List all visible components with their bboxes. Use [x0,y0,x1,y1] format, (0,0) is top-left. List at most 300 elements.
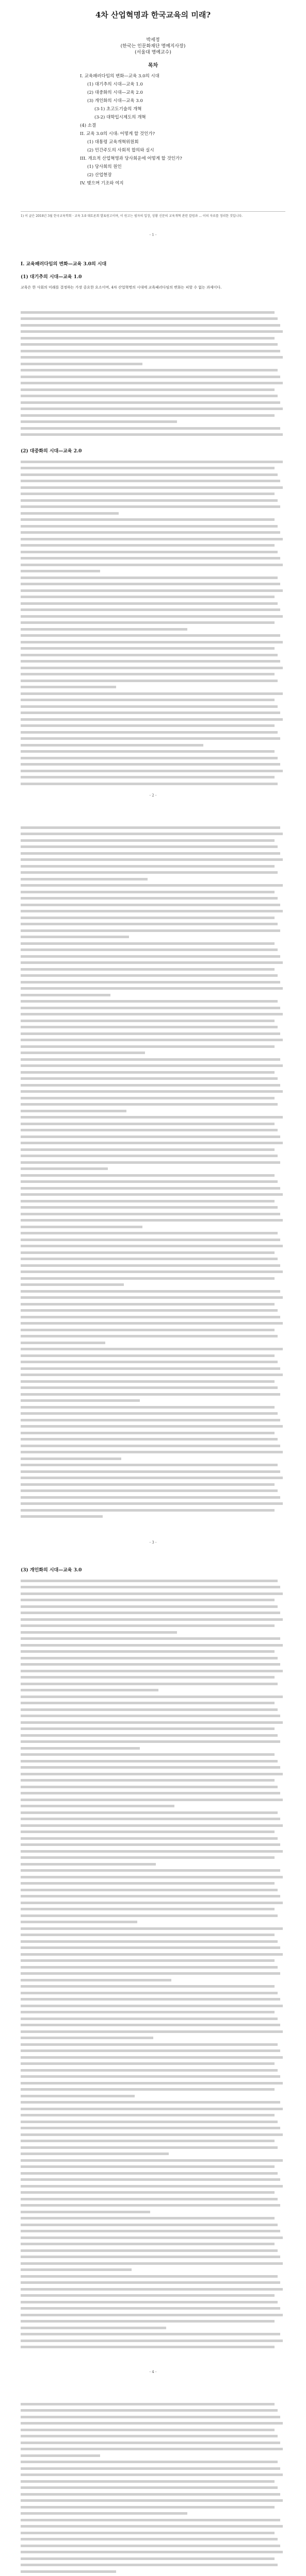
text-line [21,380,285,387]
table-of-contents [80,72,235,188]
text-line [21,374,285,380]
text-line [21,1984,285,1990]
text-line [21,2439,285,2446]
text-line [21,710,285,717]
text-line [21,2099,285,2106]
text-line [21,1494,285,1501]
text-line [21,1848,285,1855]
text-line [21,960,285,967]
text-line [21,1211,285,1217]
page-number: - 3 - [149,1540,157,1545]
text-line [21,1340,285,1346]
text-line [21,2344,285,2351]
text-line [21,2228,285,2235]
paragraph-lines [21,824,285,1525]
text-line [21,1745,285,1752]
text-line [21,761,285,768]
text-line [21,1455,285,1462]
text-line [21,1642,285,1649]
text-line [21,2157,285,2164]
text-line [21,723,285,730]
text-line [21,1649,285,1655]
text-line [21,940,285,947]
text-line [21,1971,285,1977]
text-line [21,1256,285,1263]
text-line [21,1082,285,1089]
text-line [21,1687,285,1694]
text-line [21,1681,285,1687]
text-line [21,587,285,594]
text-line [21,837,285,844]
paragraph-lines [21,459,285,788]
text-line [21,1771,285,1777]
text-line [21,1468,285,1475]
text-line [21,2433,285,2440]
text-line [21,1488,285,1495]
text-line [21,549,285,555]
text-line [21,1964,285,1971]
text-line [21,2009,285,2016]
text-line [21,510,285,517]
text-line [21,831,285,838]
text-line [21,1262,285,1269]
text-line [21,934,285,941]
toc-item: (1) 당사회의 원인 [87,164,122,170]
text-line [21,768,285,774]
text-line [21,690,285,697]
text-line [21,2080,285,2087]
text-line [21,504,285,511]
text-line [21,1288,285,1295]
text-line [21,2254,285,2261]
author-name: 박세정 [146,38,160,43]
text-line [21,465,285,472]
text-line [21,1449,285,1456]
text-line [21,581,285,588]
text-line [21,1623,285,1630]
author-affiliation: (한국는 인문화재단 명예지사장) [120,44,186,49]
text-line [21,1662,285,1668]
text-line [21,2222,285,2228]
text-line [21,2074,285,2080]
text-line [21,2067,285,2074]
text-line [21,2054,285,2061]
text-line [21,966,285,973]
toc-item: (4) 소결 [80,123,96,128]
text-line [21,1005,285,1011]
text-line [21,1230,285,1237]
text-line [21,953,285,960]
text-line [21,895,285,902]
text-line [21,1732,285,1739]
text-line [21,1101,285,1108]
text-line [21,1874,285,1880]
text-line [21,1114,285,1121]
text-line [21,1584,285,1591]
text-line [21,1629,285,1636]
text-line [21,1693,285,1700]
text-line [21,1765,285,1771]
text-line [21,2286,285,2293]
text-line [21,1790,285,1797]
text-line [21,850,285,857]
text-line [21,2485,285,2492]
author-block [0,37,306,56]
text-line [21,1590,285,1597]
text-line [21,1133,285,1140]
text-line [21,2028,285,2035]
text-line [21,749,285,755]
text-line [21,342,285,348]
text-line [21,309,285,316]
text-line [21,1372,285,1379]
text-line [21,2112,285,2119]
text-line [21,2125,285,2132]
text-line [21,2041,285,2048]
text-line [21,574,285,581]
text-line [21,1095,285,1101]
text-line [21,1475,285,1482]
text-line [21,1282,285,1289]
text-line [21,1404,285,1411]
text-line [21,684,285,691]
text-line [21,2299,285,2306]
text-line [21,316,285,323]
text-line [21,665,285,671]
text-line [21,335,285,342]
text-line [21,1752,285,1758]
text-line [21,1481,285,1488]
text-line [21,1616,285,1623]
footnote: 1) 이 글은 2018년 3월 한국교육학회 · 교육 3.0 대토론회 발표원고이며, 이 원고는 필자의 입장, 상황 신문의 교육개혁 관련 칼럼과 ... 이의 자료를 정리한 것입니다. [21,214,243,218]
text-line [21,600,285,607]
text-line [21,2234,285,2241]
text-line [21,432,285,438]
text-line [21,736,285,742]
toc-item: II. 교육 3.0의 시대: 어떻게 할 것인가? [80,131,155,137]
paragraph-lines [21,1578,285,2350]
text-line [21,1024,285,1031]
text-line [21,2170,285,2177]
text-line [21,1777,285,1784]
text-line [21,883,285,889]
text-line [21,1977,285,1984]
text-line [21,1359,285,1366]
text-line [21,594,285,601]
text-line [21,2022,285,2029]
text-line [21,517,285,523]
text-line [21,1346,285,1353]
page-number: - 4 - [149,2370,157,2374]
text-line [21,1037,285,1044]
text-line [21,1378,285,1385]
text-line [21,729,285,736]
text-line [21,824,285,831]
text-line [21,1462,285,1469]
text-line [21,2306,285,2312]
text-line [21,2427,285,2433]
text-line [21,1365,285,1372]
text-line [21,1430,285,1436]
text-line [21,1803,285,1810]
text-line [21,1906,285,1913]
text-line [21,1700,285,1707]
text-line [21,2414,285,2420]
text-line [21,1436,285,1443]
text-line [21,2144,285,2151]
text-line [21,1333,285,1340]
text-line [21,1514,285,1520]
text-line [21,633,285,639]
text-line [21,1809,285,1816]
text-line [21,354,285,361]
text-line [21,1076,285,1082]
text-line [21,1153,285,1160]
toc-item: (2) 산업현장 [87,173,112,178]
text-line [21,1301,285,1308]
text-line [21,1636,285,1642]
text-line [21,2119,285,2125]
text-line [21,1719,285,1726]
text-line [21,2568,285,2575]
text-line [21,1713,285,1720]
toc-item: IV. 맺으며 기조와 여지 [80,181,124,186]
text-line [21,1205,285,1211]
text-line [21,2003,285,2009]
text-line [21,1816,285,1823]
text-line [21,1172,285,1179]
text-line [21,755,285,761]
text-line [21,1758,285,1765]
text-line [21,1185,285,1192]
text-line [21,2331,285,2338]
toc-item: (3-1) 초고도기술의 개혁 [94,107,142,112]
text-line [21,1925,285,1932]
text-line [21,1855,285,1861]
text-line [21,2517,285,2523]
text-line [21,986,285,992]
text-line [21,1932,285,1939]
text-line [21,1011,285,1018]
text-line [21,425,285,432]
text-line [21,1655,285,1662]
text-line [21,2280,285,2286]
text-line [21,2260,285,2267]
section-heading: (2) 대중화의 시대—교육 2.0 [21,449,82,454]
text-line [21,1243,285,1250]
text-line [21,1236,285,1243]
text-line [21,2048,285,2055]
text-line [21,2446,285,2453]
toc-item: (3-2) 대학입시제도의 개혁 [94,115,146,120]
text-line [21,484,285,491]
text-line [21,1056,285,1063]
section-heading: I. 교육패러다임의 변화—교육 3.0의 시대 [21,262,107,267]
text-line [21,1030,285,1037]
text-line [21,2196,285,2202]
text-line [21,2267,285,2274]
footnote-divider [21,211,285,212]
text-line [21,1166,285,1173]
text-line [21,1159,285,1166]
text-line [21,2015,285,2022]
author-role: (서울대 명예교수) [135,50,171,55]
text-line [21,2241,285,2248]
text-line [21,1179,285,1185]
text-line [21,478,285,485]
text-line [21,1501,285,1507]
text-line [21,361,285,367]
text-line [21,2106,285,2112]
text-line [21,2511,285,2517]
text-line [21,992,285,998]
toc-heading: 목차 [148,63,158,69]
text-line [21,1668,285,1674]
text-line [21,2273,285,2280]
text-line [21,1610,285,1617]
text-line [21,1919,285,1926]
text-line [21,1990,285,1996]
text-line [21,2325,285,2331]
text-line [21,2202,285,2209]
text-line [21,2408,285,2414]
text-line [21,914,285,921]
text-line [21,1507,285,1514]
page-number: - 1 - [149,233,157,237]
text-line [21,1320,285,1327]
text-line [21,2401,285,2408]
text-line [21,562,285,568]
text-line [21,322,285,329]
text-line [21,536,285,543]
text-line [21,1140,285,1147]
text-line [21,1597,285,1604]
text-line [21,2177,285,2183]
text-line [21,2312,285,2318]
text-line [21,620,285,626]
text-line [21,1050,285,1057]
text-line [21,979,285,986]
section-heading: (1) 대기추의 시대—교육 1.0 [21,275,82,280]
text-line [21,1069,285,1076]
text-line [21,1089,285,1095]
text-line [21,716,285,723]
text-line [21,921,285,928]
text-line [21,2420,285,2427]
text-line [21,998,285,1005]
text-line [21,1868,285,1874]
text-line [21,2190,285,2196]
text-line [21,1603,285,1610]
text-line [21,1706,285,1713]
text-line [21,2549,285,2556]
document-title: 4차 산업혁명과 한국교육의 미래? [95,10,211,20]
text-line [21,1951,285,1958]
text-line [21,2562,285,2569]
text-line [21,613,285,620]
text-line [21,1912,285,1919]
text-line [21,1880,285,1887]
toc-item: (1) 대기추의 시대—교육 1.0 [87,82,143,87]
text-line [21,2491,285,2498]
text-line [21,1674,285,1681]
text-line [21,329,285,335]
text-line [21,1391,285,1398]
text-line [21,543,285,549]
text-line [21,870,285,876]
text-line [21,2035,285,2042]
text-line [21,1146,285,1153]
text-line [21,2465,285,2472]
text-line [21,491,285,498]
text-line [21,863,285,870]
text-line [21,2061,285,2067]
text-line [21,1996,285,2003]
text-line [21,2151,285,2158]
text-line [21,1308,285,1314]
text-line [21,2138,285,2145]
text-line [21,639,285,646]
text-line [21,1829,285,1836]
text-line [21,419,285,426]
text-line [21,2555,285,2562]
text-line [21,2093,285,2099]
text-line [21,2498,285,2504]
text-line [21,2452,285,2459]
text-line [21,2530,285,2536]
text-line [21,1018,285,1024]
text-line [21,2247,285,2254]
text-line [21,742,285,749]
text-line [21,1784,285,1790]
text-line [21,2523,285,2530]
text-line [21,1121,285,1127]
text-line [21,1835,285,1842]
text-line [21,393,285,400]
text-line [21,2472,285,2479]
text-line [21,1043,285,1050]
text-line [21,459,285,465]
text-line [21,1443,285,1449]
text-line [21,973,285,979]
text-line [21,1352,285,1359]
text-line [21,889,285,895]
text-line [21,386,285,393]
text-line [21,927,285,934]
toc-item: (2) 민간주도의 사회적 합의와 실시 [87,148,154,153]
text-line [21,2131,285,2138]
text-line [21,1314,285,1320]
text-line [21,471,285,478]
page-number: - 2 - [149,793,157,798]
text-line [21,2478,285,2485]
text-line [21,1739,285,1745]
text-line [21,677,285,684]
section-heading: (3) 개인화의 시대—교육 3.0 [21,1568,82,1573]
text-line [21,1842,285,1849]
text-line [21,1797,285,1803]
text-line [21,367,285,374]
text-line [21,2536,285,2543]
text-line [21,523,285,530]
text-line [21,671,285,678]
text-line [21,646,285,652]
text-line [21,607,285,614]
paragraph-lines [21,2401,285,2576]
toc-item: (2) 대중화의 시대—교육 2.0 [87,90,143,95]
text-line [21,1726,285,1733]
text-line [21,1945,285,1952]
